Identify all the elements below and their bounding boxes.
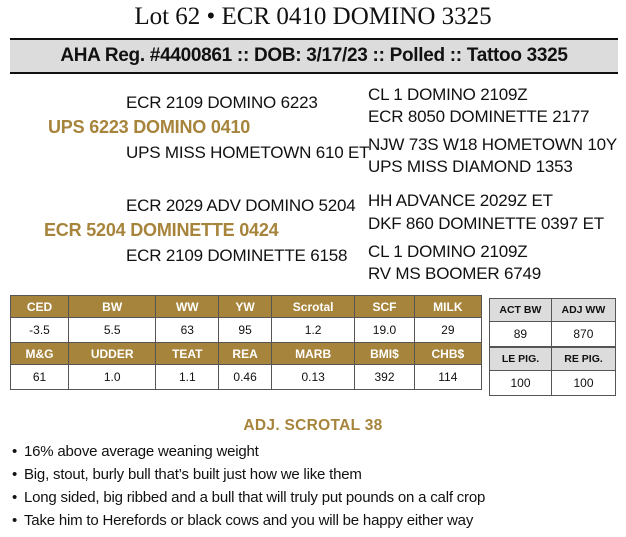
le-pig-header: LE PIG. <box>490 348 552 371</box>
dam-ancestor-4: RV MS BOOMER 6749 <box>368 264 541 283</box>
epd-header-row-1 <box>11 296 482 318</box>
epd-value-scf: 19.0 <box>355 318 414 343</box>
epd-value-scrotal: 1.2 <box>271 318 354 343</box>
bullet-icon: • <box>12 466 18 483</box>
epd-header-milk: MILK <box>414 296 481 318</box>
epd-header-teat: TEAT <box>156 343 219 365</box>
act-bw-value: 89 <box>490 322 552 347</box>
dam-ancestor-3: CL 1 DOMINO 2109Z <box>368 242 528 261</box>
epd-value-milk: 29 <box>414 318 481 343</box>
epd-value-chb: 114 <box>414 365 481 390</box>
epd-value-udder: 1.0 <box>69 365 156 390</box>
epd-header-row-2 <box>11 343 482 365</box>
dam-ancestor-2: DKF 860 DOMINETTE 0397 ET <box>368 214 604 233</box>
epd-header-bmi: BMI$ <box>355 343 414 365</box>
epd-value-marb: 0.13 <box>271 365 354 390</box>
note-item: • Take him to Herefords or black cows and you will be happy either way <box>12 509 485 532</box>
dam-name: ECR 5204 DOMINETTE 0424 <box>44 220 279 240</box>
adj-ww-header: ADJ WW <box>551 299 615 322</box>
sire-dam: UPS MISS HOMETOWN 610 ET <box>126 143 370 162</box>
epd-header-mg: M&G <box>11 343 69 365</box>
epd-value-bw: 5.5 <box>69 318 156 343</box>
epd-header-udder: UDDER <box>69 343 156 365</box>
epd-value-mg: 61 <box>11 365 69 390</box>
pigment-table <box>489 347 616 396</box>
adj-scrotal: ADJ. SCROTAL 38 <box>243 417 383 434</box>
epd-header-scf: SCF <box>355 296 414 318</box>
epd-header-yw: YW <box>219 296 272 318</box>
dam-sire: ECR 2029 ADV DOMINO 5204 <box>126 196 356 215</box>
epd-header-ww: WW <box>156 296 219 318</box>
epd-header-scrotal: Scrotal <box>271 296 354 318</box>
le-pig-value: 100 <box>490 371 552 396</box>
epd-value-ced: -3.5 <box>11 318 69 343</box>
dam-ancestor-1: HH ADVANCE 2029Z ET <box>368 191 553 210</box>
epd-value-yw: 95 <box>219 318 272 343</box>
epd-header-marb: MARB <box>271 343 354 365</box>
sire-ancestor-4: UPS MISS DIAMOND 1353 <box>368 157 573 176</box>
epd-value-teat: 1.1 <box>156 365 219 390</box>
bullet-icon: • <box>12 512 18 529</box>
epd-header-chb: CHB$ <box>414 343 481 365</box>
note-item: • Big, stout, burly bull that’s built just how we like them <box>12 463 485 486</box>
lot-title: Lot 62 • ECR 0410 DOMINO 3325 <box>134 3 492 30</box>
epd-header-ced: CED <box>11 296 69 318</box>
epd-value-rea: 0.46 <box>219 365 272 390</box>
sire-ancestor-3: NJW 73S W18 HOMETOWN 10Y <box>368 135 617 154</box>
epd-value-row-1 <box>11 318 482 343</box>
epd-value-bmi: 392 <box>355 365 414 390</box>
notes-list <box>12 440 485 532</box>
actual-weights-table <box>489 298 616 347</box>
sire-ancestor-2: ECR 8050 DOMINETTE 2177 <box>368 107 590 126</box>
note-item: • Long sided, big ribbed and a bull that will truly put pounds on a calf crop <box>12 486 485 509</box>
sire-name: UPS 6223 DOMINO 0410 <box>48 117 251 137</box>
epd-header-bw: BW <box>69 296 156 318</box>
epd-header-rea: REA <box>219 343 272 365</box>
bullet-icon: • <box>12 443 18 460</box>
bullet-icon: • <box>12 489 18 506</box>
note-item: • 16% above average weaning weight <box>12 440 485 463</box>
epd-table <box>10 295 482 390</box>
adj-ww-value: 870 <box>551 322 615 347</box>
dam-dam: ECR 2109 DOMINETTE 6158 <box>126 246 348 265</box>
sire-ancestor-1: CL 1 DOMINO 2109Z <box>368 85 528 104</box>
re-pig-value: 100 <box>552 371 616 396</box>
act-bw-header: ACT BW <box>490 299 552 322</box>
sire-sire: ECR 2109 DOMINO 6223 <box>126 93 318 112</box>
epd-value-row-2 <box>11 365 482 390</box>
epd-value-ww: 63 <box>156 318 219 343</box>
re-pig-header: RE PIG. <box>552 348 616 371</box>
registration-bar: AHA Reg. #4400861 :: DOB: 3/17/23 :: Polled :: Tattoo 3325 <box>10 38 618 74</box>
